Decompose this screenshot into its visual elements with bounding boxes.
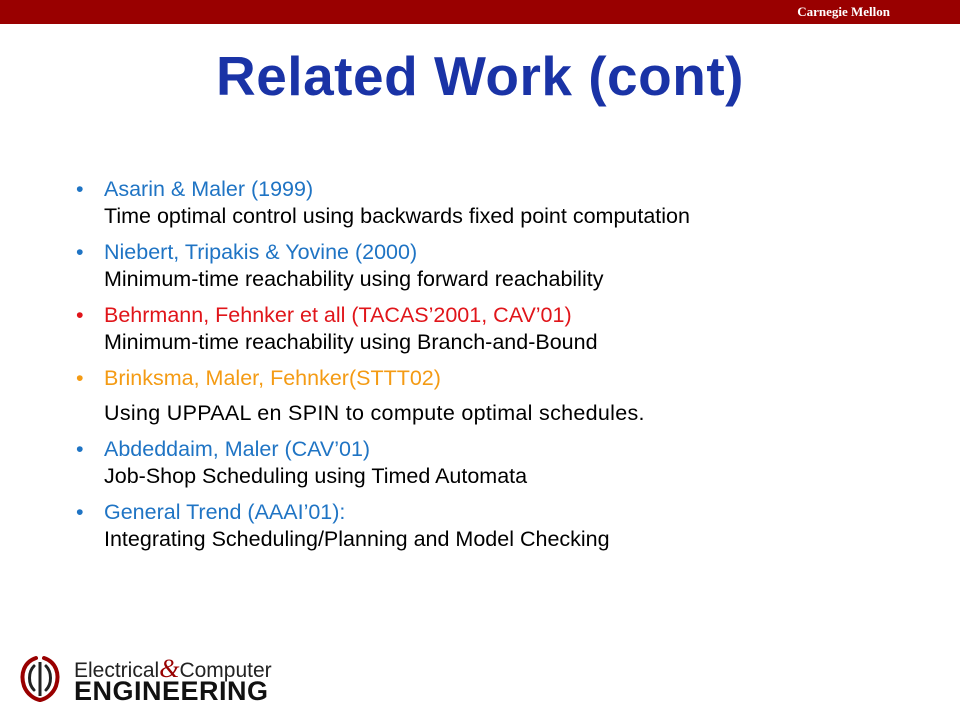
logo-text-line2: ENGINEERING xyxy=(74,676,269,706)
slide-title: Related Work (cont) xyxy=(216,45,744,107)
item-heading: Asarin & Maler (1999) xyxy=(104,177,314,201)
bullet-item-general-trend xyxy=(76,499,936,553)
item-description: Job-Shop Scheduling using Timed Automata xyxy=(104,464,528,488)
item-description: Using UPPAAL en SPIN to compute optimal schedules. xyxy=(104,401,645,425)
bullet-item-abdeddaim xyxy=(76,436,936,490)
bullet-item-brinksma xyxy=(76,365,936,427)
bullet-icon: • xyxy=(76,240,84,264)
bullet-icon: • xyxy=(76,366,84,390)
item-description: Integrating Scheduling/Planning and Model Checking xyxy=(104,527,610,551)
logo-word-electrical: Electrical xyxy=(74,659,160,682)
bullet-icon: • xyxy=(76,500,84,524)
bullet-list xyxy=(76,176,936,562)
logo-ampersand: & xyxy=(159,654,180,683)
item-heading: Abdeddaim, Maler (CAV’01) xyxy=(104,437,371,461)
brand-wordmark: Carnegie Mellon xyxy=(797,4,890,19)
bullet-item-asarin xyxy=(76,176,936,230)
item-heading: Brinksma, Maler, Fehnker(STTT02) xyxy=(104,366,441,390)
bullet-item-behrmann xyxy=(76,302,936,356)
bullet-icon: • xyxy=(76,303,84,327)
logo-word-computer: Computer xyxy=(179,659,272,682)
bullet-icon: • xyxy=(76,177,84,201)
item-description: Minimum-time reachability using Branch-and-Bound xyxy=(104,330,598,354)
item-description: Time optimal control using backwards fixed point computation xyxy=(104,204,690,228)
item-heading: Behrmann, Fehnker et all (TACAS’2001, CAV’01) xyxy=(104,303,572,327)
bullet-icon: • xyxy=(76,437,84,461)
bullet-item-niebert xyxy=(76,239,936,293)
item-description: Minimum-time reachability using forward reachability xyxy=(104,267,604,291)
ece-logo-icon xyxy=(14,652,66,704)
item-heading: Niebert, Tripakis & Yovine (2000) xyxy=(104,240,418,264)
ece-logo xyxy=(14,650,272,706)
header-bar xyxy=(0,0,960,24)
item-heading: General Trend (AAAI’01): xyxy=(104,500,346,524)
